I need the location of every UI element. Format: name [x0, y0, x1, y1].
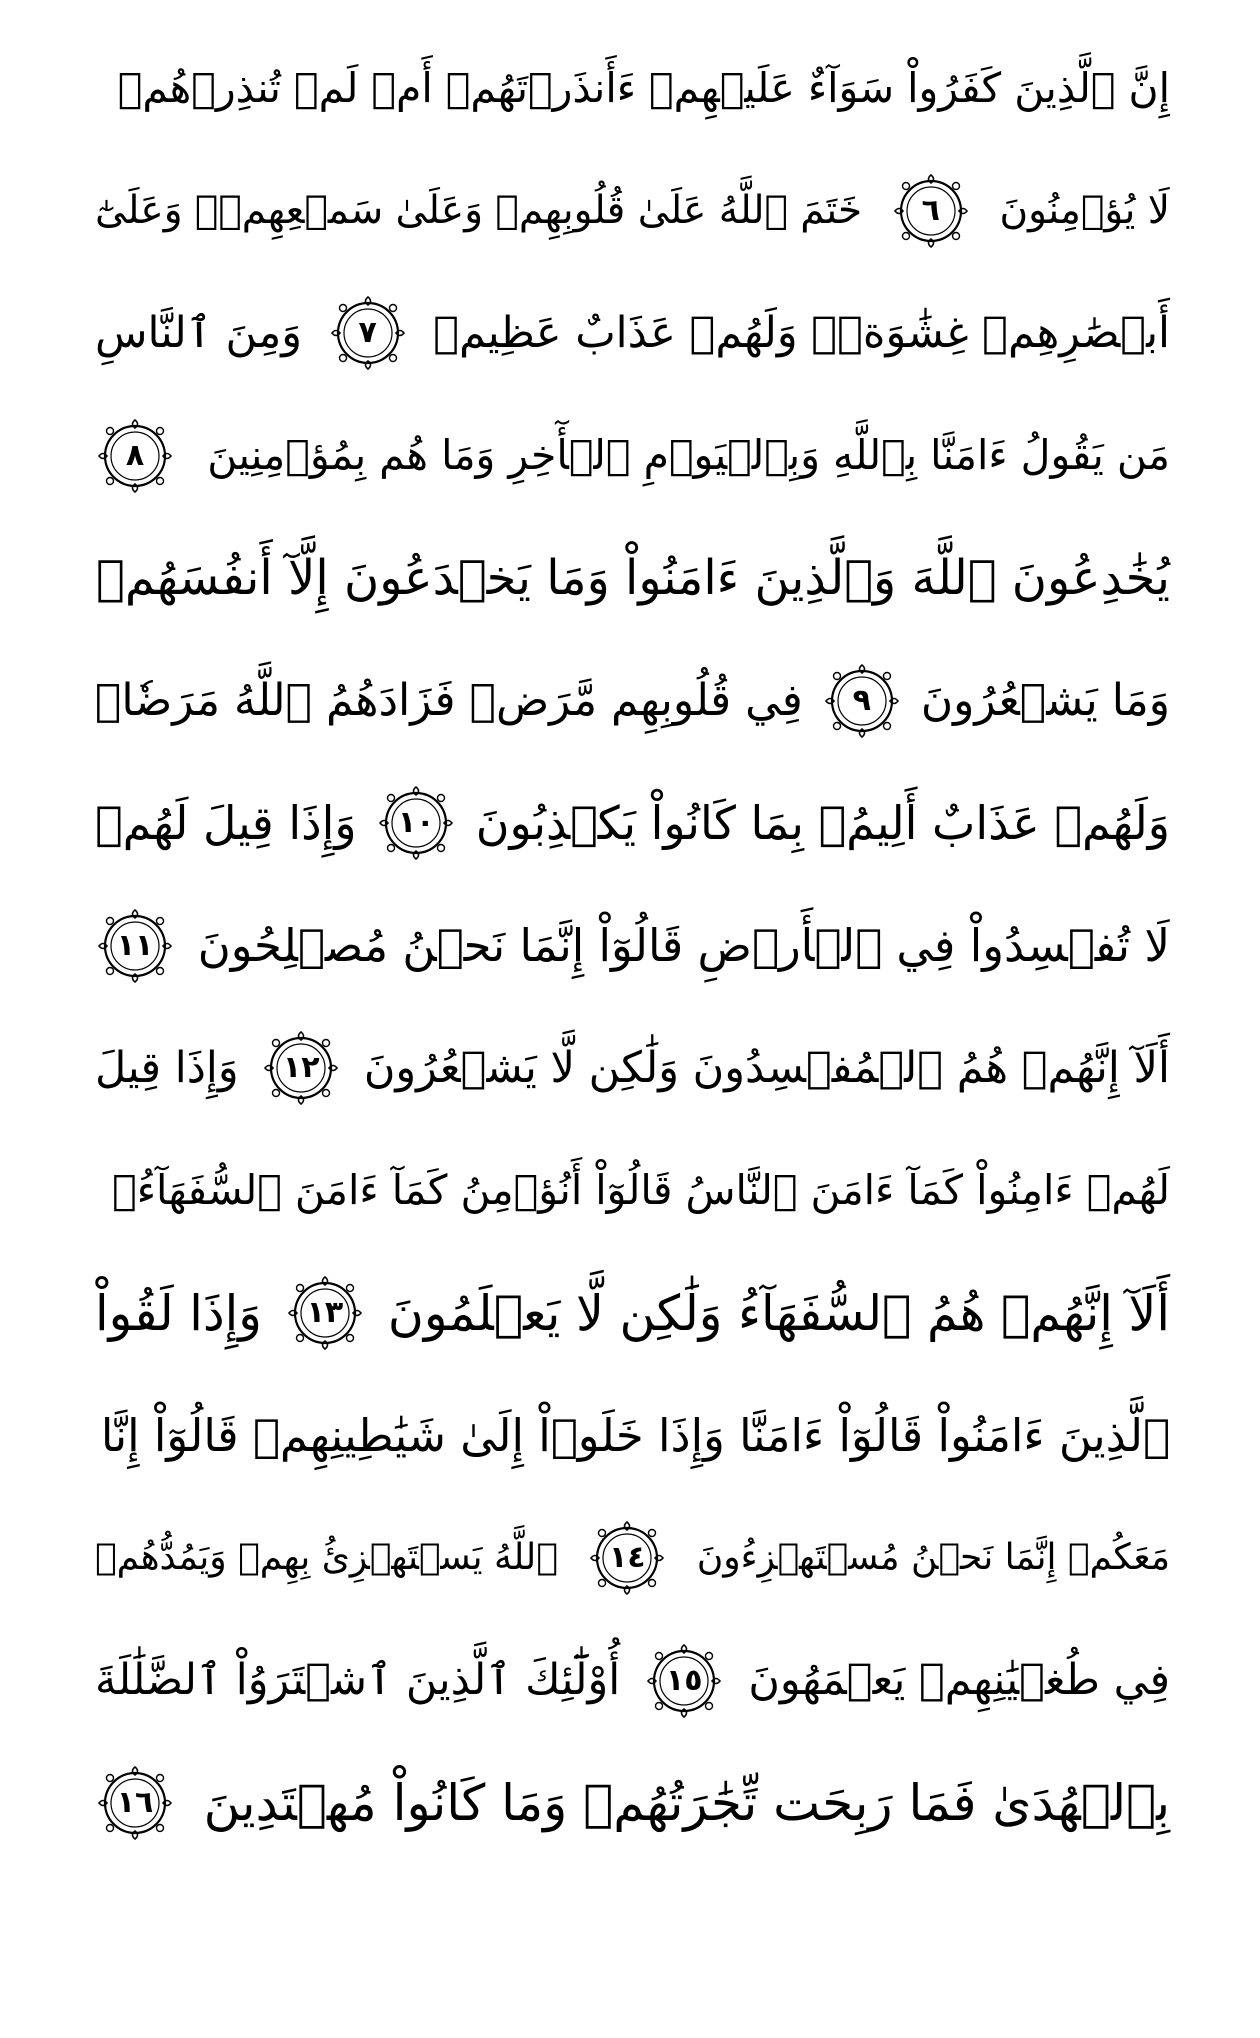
text-line [95, 1131, 1170, 1251]
verse-text: وَلَهُمۡ عَذَابٌ أَلِيمُۢ بِمَا كَانُواْ يَكۡذِبُونَ [475, 796, 1170, 850]
text-line [95, 518, 1170, 638]
ayah-end-marker [285, 1273, 365, 1353]
ayah-number: ١٣ [306, 1295, 344, 1330]
ayah-end-marker [891, 171, 971, 251]
ayah-number: ١٦ [116, 1785, 154, 1820]
ayah-number: ٦ [921, 192, 940, 228]
verse-text: يُخَٰدِعُونَ ٱللَّهَ وَٱلَّذِينَ ءَامَنُواْ وَمَا يَخۡدَعُونَ إِلَّآ أَنفُسَهُمۡ [96, 550, 1170, 606]
text-line [95, 28, 1170, 148]
ayah-end-marker [95, 1763, 175, 1843]
ayah-number: ٧ [358, 315, 377, 350]
ayah-number: ٩ [852, 682, 871, 718]
verse-text: وَمِنَ ٱلنَّاسِ [95, 307, 303, 358]
verse-text: ٱلَّذِينَ ءَامَنُواْ قَالُوٓاْ ءَامَنَّا وَإِذَا خَلَوۡاْ إِلَىٰ شَيَٰطِينِهِمۡ قَالُوٓاْ إِنَّا [100, 1409, 1170, 1462]
text-line [95, 151, 1170, 271]
ayah-end-marker [376, 783, 456, 863]
text-line [95, 396, 1170, 516]
verse-text: فِي قُلُوبِهِم مَّرَضٞ فَزَادَهُمُ ٱللَّهُ مَرَضٗاۖ [95, 674, 803, 726]
text-line [95, 763, 1170, 883]
verse-text: إِنَّ ٱلَّذِينَ كَفَرُواْ سَوَآءٌ عَلَيۡهِمۡ ءَأَنذَرۡتَهُمۡ أَمۡ لَمۡ تُنذِرۡهُمۡ [117, 63, 1170, 112]
ayah-end-marker [95, 416, 175, 496]
text-line [95, 1253, 1170, 1373]
verse-text: وَمَا يَشۡعُرُونَ [920, 674, 1170, 726]
text-line [95, 886, 1170, 1006]
verse-text: وَإِذَا قِيلَ لَهُمۡ [95, 796, 357, 850]
text-line [95, 1008, 1170, 1128]
ayah-end-marker [822, 661, 902, 741]
ayah-number: ١٢ [282, 1050, 320, 1085]
text-line [95, 1743, 1170, 1863]
verse-text: بِٱلۡهُدَىٰ فَمَا رَبِحَت تِّجَٰرَتُهُمۡ وَمَا كَانُواْ مُهۡتَدِينَ [203, 1774, 1170, 1832]
text-line [95, 1498, 1170, 1618]
ayah-end-marker [261, 1028, 341, 1108]
verse-text: فِي طُغۡيَٰنِهِمۡ يَعۡمَهُونَ [748, 1655, 1170, 1705]
verse-text: مَعَكُمۡ إِنَّمَا نَحۡنُ مُسۡتَهۡزِءُونَ [696, 1537, 1170, 1578]
text-line [95, 1621, 1170, 1741]
verse-text: لَهُمۡ ءَامِنُواْ كَمَآ ءَامَنَ ٱلنَّاسُ قَالُوٓاْ أَنُؤۡمِنُ كَمَآ ءَامَنَ ٱلسُّفَهَآءُۗ [112, 1166, 1170, 1214]
verse-text: وَإِذَا لَقُواْ [95, 1284, 262, 1342]
text-line [95, 1376, 1170, 1496]
ayah-end-marker [95, 906, 175, 986]
ayah-number: ١٤ [609, 1540, 646, 1575]
ayah-end-marker [328, 293, 408, 373]
ayah-end-marker [644, 1641, 724, 1721]
verse-text: أَبۡصَٰرِهِمۡ غِشَٰوَةٞۖ وَلَهُمۡ عَذَابٌ عَظِيمٞ [433, 307, 1170, 358]
verse-text: أُوْلَٰٓئِكَ ٱلَّذِينَ ٱشۡتَرَوُاْ ٱلضَّلَٰلَةَ [95, 1655, 621, 1705]
ayah-number: ١٠ [397, 805, 435, 840]
verse-text: أَلَآ إِنَّهُمۡ هُمُ ٱلۡمُفۡسِدُونَ وَلَٰكِن لَّا يَشۡعُرُونَ [363, 1042, 1170, 1093]
ayah-end-marker [587, 1518, 667, 1598]
verse-text: أَلَآ إِنَّهُمۡ هُمُ ٱلسُّفَهَآءُ وَلَٰكِن لَّا يَعۡلَمُونَ [387, 1284, 1170, 1342]
ayah-number: ٨ [125, 437, 145, 473]
verse-text: لَا تُفۡسِدُواْ فِي ٱلۡأَرۡضِ قَالُوٓاْ إِنَّمَا نَحۡنُ مُصۡلِحُونَ [197, 919, 1170, 972]
verse-text: خَتَمَ ٱللَّهُ عَلَىٰ قُلُوبِهِمۡ وَعَلَىٰ سَمۡعِهِمۡۖ وَعَلَىٰٓ [95, 188, 863, 233]
verse-text: وَإِذَا قِيلَ [95, 1042, 239, 1093]
verse-text: لَا يُؤۡمِنُونَ [999, 188, 1170, 233]
ayah-number: ١٥ [665, 1662, 703, 1698]
ayah-number: ١١ [116, 927, 154, 963]
text-line [95, 641, 1170, 761]
verse-text: مَن يَقُولُ ءَامَنَّا بِٱللَّهِ وَبِٱلۡيَوۡمِ ٱلۡأٓخِرِ وَمَا هُم بِمُؤۡمِنِينَ [207, 431, 1170, 479]
verse-text: ٱللَّهُ يَسۡتَهۡزِئُ بِهِمۡ وَيَمُدُّهُمۡ [95, 1537, 558, 1578]
text-line [95, 273, 1170, 393]
